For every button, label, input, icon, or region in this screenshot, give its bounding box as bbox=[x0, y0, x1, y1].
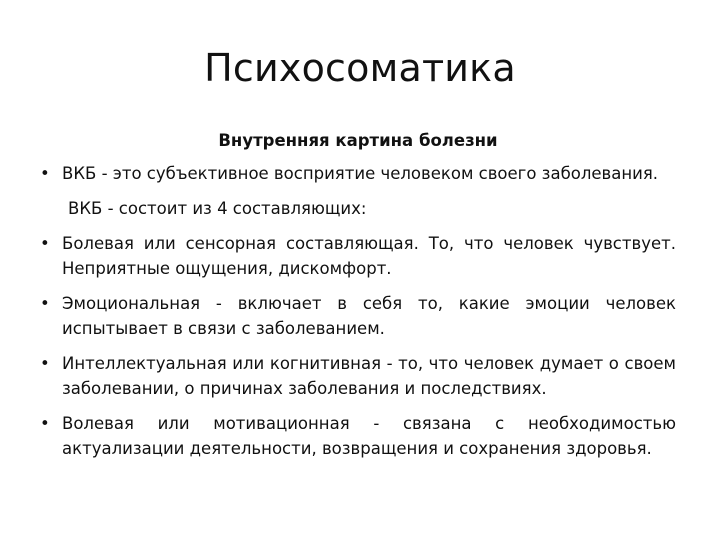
bullet-item bbox=[40, 351, 676, 401]
slide-subheading: Внутренняя картина болезни bbox=[218, 131, 498, 150]
bullet-text: Эмоциональная - включает в себя то, какие эмоции человек испытывает в связи с заболеванием. bbox=[62, 294, 676, 338]
bullet-icon: • bbox=[40, 164, 50, 183]
bullet-item bbox=[40, 291, 676, 341]
plain-text: ВКБ - состоит из 4 составляющих: bbox=[68, 199, 367, 218]
slide-content bbox=[40, 128, 676, 471]
bullet-text: ВКБ - это субъективное восприятие человеком своего заболевания. bbox=[62, 164, 659, 183]
bullet-icon: • bbox=[40, 234, 50, 253]
slide-title: Психосоматика bbox=[204, 46, 516, 90]
bullet-text: Болевая или сенсорная составляющая. То, что человек чувствует. Неприятные ощущения, дискомфорт. bbox=[62, 234, 676, 278]
bullet-item bbox=[40, 411, 676, 461]
bullet-item bbox=[40, 231, 676, 281]
bullet-item bbox=[40, 161, 676, 186]
bullet-text: Волевая или мотивационная - связана с необходимостью актуализации деятельности, возвращения и сохранения здоровья. bbox=[62, 414, 676, 458]
bullet-text: Интеллектуальная или когнитивная - то, что человек думает о своем заболевании, о причинах заболевания и последствиях. bbox=[62, 354, 676, 398]
bullet-icon: • bbox=[40, 294, 50, 313]
bullet-icon: • bbox=[40, 354, 50, 373]
bullet-icon: • bbox=[40, 414, 50, 433]
